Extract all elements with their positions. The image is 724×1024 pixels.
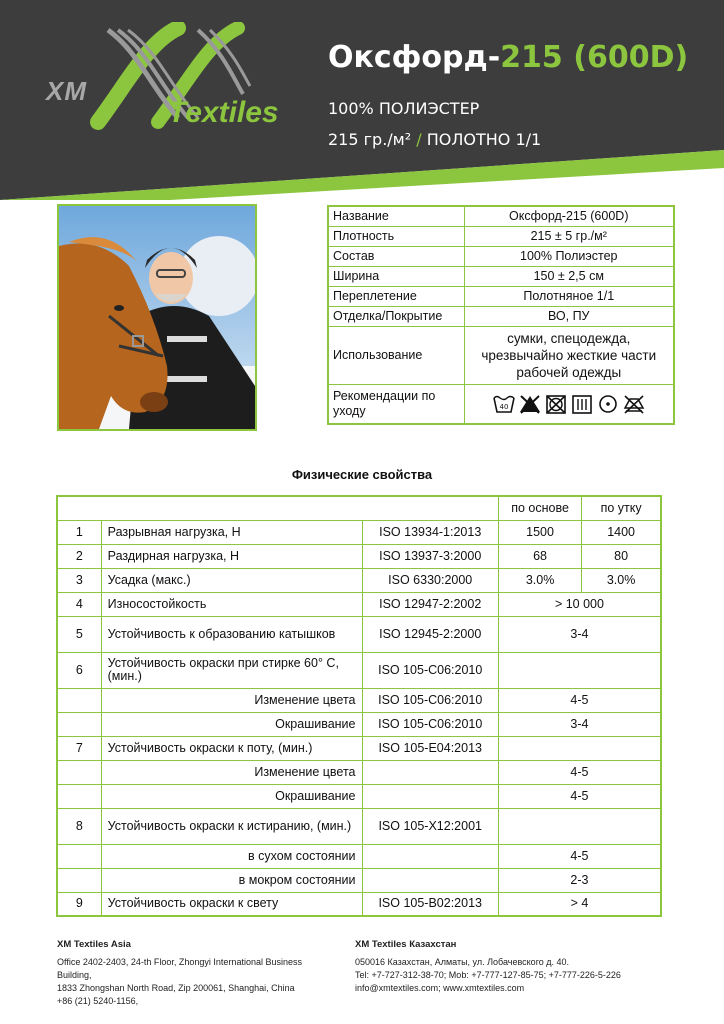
- row-number: [57, 868, 101, 892]
- table-row: [57, 868, 661, 892]
- footer-asia-line: 1833 Zhongshan North Road, Zip 200061, Shanghai, China: [57, 983, 295, 993]
- spec-label: Переплетение: [328, 286, 464, 306]
- no-dry-clean-icon: [623, 394, 645, 414]
- standard-code: [362, 784, 498, 808]
- spec-row: [328, 266, 674, 286]
- density-text: 215 гр./м²: [328, 130, 412, 149]
- title-main: Оксфорд-: [328, 40, 501, 75]
- property-name: Раздирная нагрузка, Н: [101, 544, 362, 568]
- footer-kz-title: XM Textiles Казахстан: [355, 939, 457, 950]
- product-photo: [57, 204, 257, 431]
- care-row: [328, 384, 674, 424]
- table-row: [57, 712, 661, 736]
- table-row: [57, 544, 661, 568]
- table-row: [57, 652, 661, 688]
- section-title: Физические свойства: [291, 467, 433, 482]
- property-name: в мокром состоянии: [101, 868, 362, 892]
- row-number: 1: [57, 520, 101, 544]
- value-cell: [498, 736, 661, 760]
- header-banner: [0, 0, 724, 200]
- spec-row: [328, 246, 674, 266]
- spec-label: Плотность: [328, 226, 464, 246]
- property-name: Износостойкость: [101, 592, 362, 616]
- footer-kz-line: info@xmtextiles.com; www.xmtextiles.com: [355, 983, 525, 993]
- standard-code: ISO 105-C06:2010: [362, 712, 498, 736]
- weft-value: 3.0%: [582, 568, 661, 592]
- footer-office-kazakhstan: [355, 938, 635, 995]
- row-number: 4: [57, 592, 101, 616]
- spec-label: Ширина: [328, 266, 464, 286]
- row-number: 3: [57, 568, 101, 592]
- spec-table: [327, 205, 675, 425]
- value-cell: 4-5: [498, 688, 661, 712]
- standard-code: ISO 13934-1:2013: [362, 520, 498, 544]
- value-cell: [498, 808, 661, 844]
- property-name: в сухом состоянии: [101, 844, 362, 868]
- row-number: 6: [57, 652, 101, 688]
- iron-low-icon: [597, 394, 619, 414]
- spec-value: 215 ± 5 гр./м²: [464, 226, 674, 246]
- table-row: [57, 688, 661, 712]
- table-header-row: [57, 496, 661, 520]
- footer-kz-line: Tel: +7-727-312-38-70; Mob: +7-777-127-85-75; +7-777-226-5-226: [355, 970, 621, 980]
- row-number: 5: [57, 616, 101, 652]
- no-bleach-icon: [519, 394, 541, 414]
- column-header-warp: по основе: [498, 496, 581, 520]
- table-row: [57, 808, 661, 844]
- spec-label: Отделка/Покрытие: [328, 306, 464, 326]
- standard-code: ISO 12947-2:2002: [362, 592, 498, 616]
- standard-code: ISO 105-E04:2013: [362, 736, 498, 760]
- value-cell: > 10 000: [498, 592, 661, 616]
- line-dry-icon: [571, 394, 593, 414]
- care-icons: [464, 384, 674, 424]
- spec-value: Оксфорд-215 (600D): [464, 206, 674, 226]
- table-row: [57, 616, 661, 652]
- table-row: [57, 568, 661, 592]
- footer-kz-line: 050016 Казахстан, Алматы, ул. Лобачевского д. 40.: [355, 957, 570, 967]
- property-name: Устойчивость окраски при стирке 60° С, (мин.): [101, 652, 362, 688]
- page-title: [328, 40, 688, 75]
- standard-code: ISO 105-C06:2010: [362, 652, 498, 688]
- value-cell: [498, 652, 661, 688]
- value-cell: 2-3: [498, 868, 661, 892]
- property-name: Разрывная нагрузка, Н: [101, 520, 362, 544]
- value-cell: 4-5: [498, 844, 661, 868]
- spec-value: сумки, спецодежда, чрезвычайно жесткие части рабочей одежды: [464, 326, 674, 384]
- row-number: [57, 784, 101, 808]
- footer-asia-line: +86 (21) 5240-1156,: [57, 996, 139, 1006]
- property-name: Устойчивость к образованию катышков: [101, 616, 362, 652]
- header-blank: [57, 496, 498, 520]
- spec-row: [328, 226, 674, 246]
- standard-code: ISO 105-X12:2001: [362, 808, 498, 844]
- spec-label: Название: [328, 206, 464, 226]
- value-cell: > 4: [498, 892, 661, 916]
- table-row: [57, 892, 661, 916]
- value-cell: 3-4: [498, 616, 661, 652]
- property-name: Окрашивание: [101, 784, 362, 808]
- warp-value: 3.0%: [498, 568, 581, 592]
- property-name: Изменение цвета: [101, 688, 362, 712]
- row-number: [57, 760, 101, 784]
- spec-value: 150 ± 2,5 см: [464, 266, 674, 286]
- company-logo: [38, 22, 300, 140]
- row-number: [57, 844, 101, 868]
- standard-code: ISO 13937-3:2000: [362, 544, 498, 568]
- table-row: [57, 784, 661, 808]
- standard-code: [362, 868, 498, 892]
- standard-code: [362, 760, 498, 784]
- spec-row: [328, 326, 674, 384]
- table-row: [57, 736, 661, 760]
- table-row: [57, 760, 661, 784]
- spec-value: Полотняное 1/1: [464, 286, 674, 306]
- property-name: Устойчивость окраски к свету: [101, 892, 362, 916]
- composition-subtitle: 100% ПОЛИЭСТЕР: [328, 99, 480, 118]
- title-accent: 215 (600D): [500, 40, 689, 75]
- value-cell: 4-5: [498, 784, 661, 808]
- spec-label: Состав: [328, 246, 464, 266]
- column-header-weft: по утку: [582, 496, 661, 520]
- standard-code: ISO 12945-2:2000: [362, 616, 498, 652]
- spec-value: 100% Полиэстер: [464, 246, 674, 266]
- svg-text:40: 40: [499, 402, 509, 411]
- no-tumble-dry-icon: [545, 394, 567, 414]
- value-cell: 4-5: [498, 760, 661, 784]
- table-row: [57, 520, 661, 544]
- property-name: Изменение цвета: [101, 760, 362, 784]
- weave-text: ПОЛОТНО 1/1: [426, 130, 542, 149]
- weft-value: 1400: [582, 520, 661, 544]
- row-number: 8: [57, 808, 101, 844]
- logo-xm-text: XM: [46, 76, 87, 106]
- subtitle-separator: /: [416, 130, 422, 149]
- care-label: Рекомендации по уходу: [328, 384, 464, 424]
- spec-label: Использование: [328, 326, 464, 384]
- row-number: 7: [57, 736, 101, 760]
- property-name: Устойчивость окраски к истиранию, (мин.): [101, 808, 362, 844]
- table-row: [57, 844, 661, 868]
- standard-code: ISO 105-B02:2013: [362, 892, 498, 916]
- row-number: [57, 688, 101, 712]
- logo-textiles-text: Textiles: [168, 96, 279, 129]
- spec-row: [328, 286, 674, 306]
- footer-office-asia: [57, 938, 327, 1008]
- row-number: 9: [57, 892, 101, 916]
- rider-with-horse-image: [59, 206, 255, 429]
- table-row: [57, 592, 661, 616]
- footer-asia-line: Office 2402-2403, 24-th Floor, Zhongyi International Business Building,: [57, 957, 302, 980]
- property-name: Усадка (макс.): [101, 568, 362, 592]
- spec-value: ВО, ПУ: [464, 306, 674, 326]
- warp-value: 1500: [498, 520, 581, 544]
- footer-asia-title: XM Textiles Asia: [57, 939, 131, 950]
- property-name: Устойчивость окраски к поту, (мин.): [101, 736, 362, 760]
- warp-value: 68: [498, 544, 581, 568]
- wash-40-icon: [493, 394, 515, 414]
- standard-code: ISO 6330:2000: [362, 568, 498, 592]
- spec-row: [328, 306, 674, 326]
- property-name: Окрашивание: [101, 712, 362, 736]
- row-number: 2: [57, 544, 101, 568]
- density-subtitle: [328, 130, 541, 149]
- weft-value: 80: [582, 544, 661, 568]
- value-cell: 3-4: [498, 712, 661, 736]
- spec-row: [328, 206, 674, 226]
- row-number: [57, 712, 101, 736]
- standard-code: [362, 844, 498, 868]
- physical-properties-table: [56, 495, 662, 917]
- standard-code: ISO 105-C06:2010: [362, 688, 498, 712]
